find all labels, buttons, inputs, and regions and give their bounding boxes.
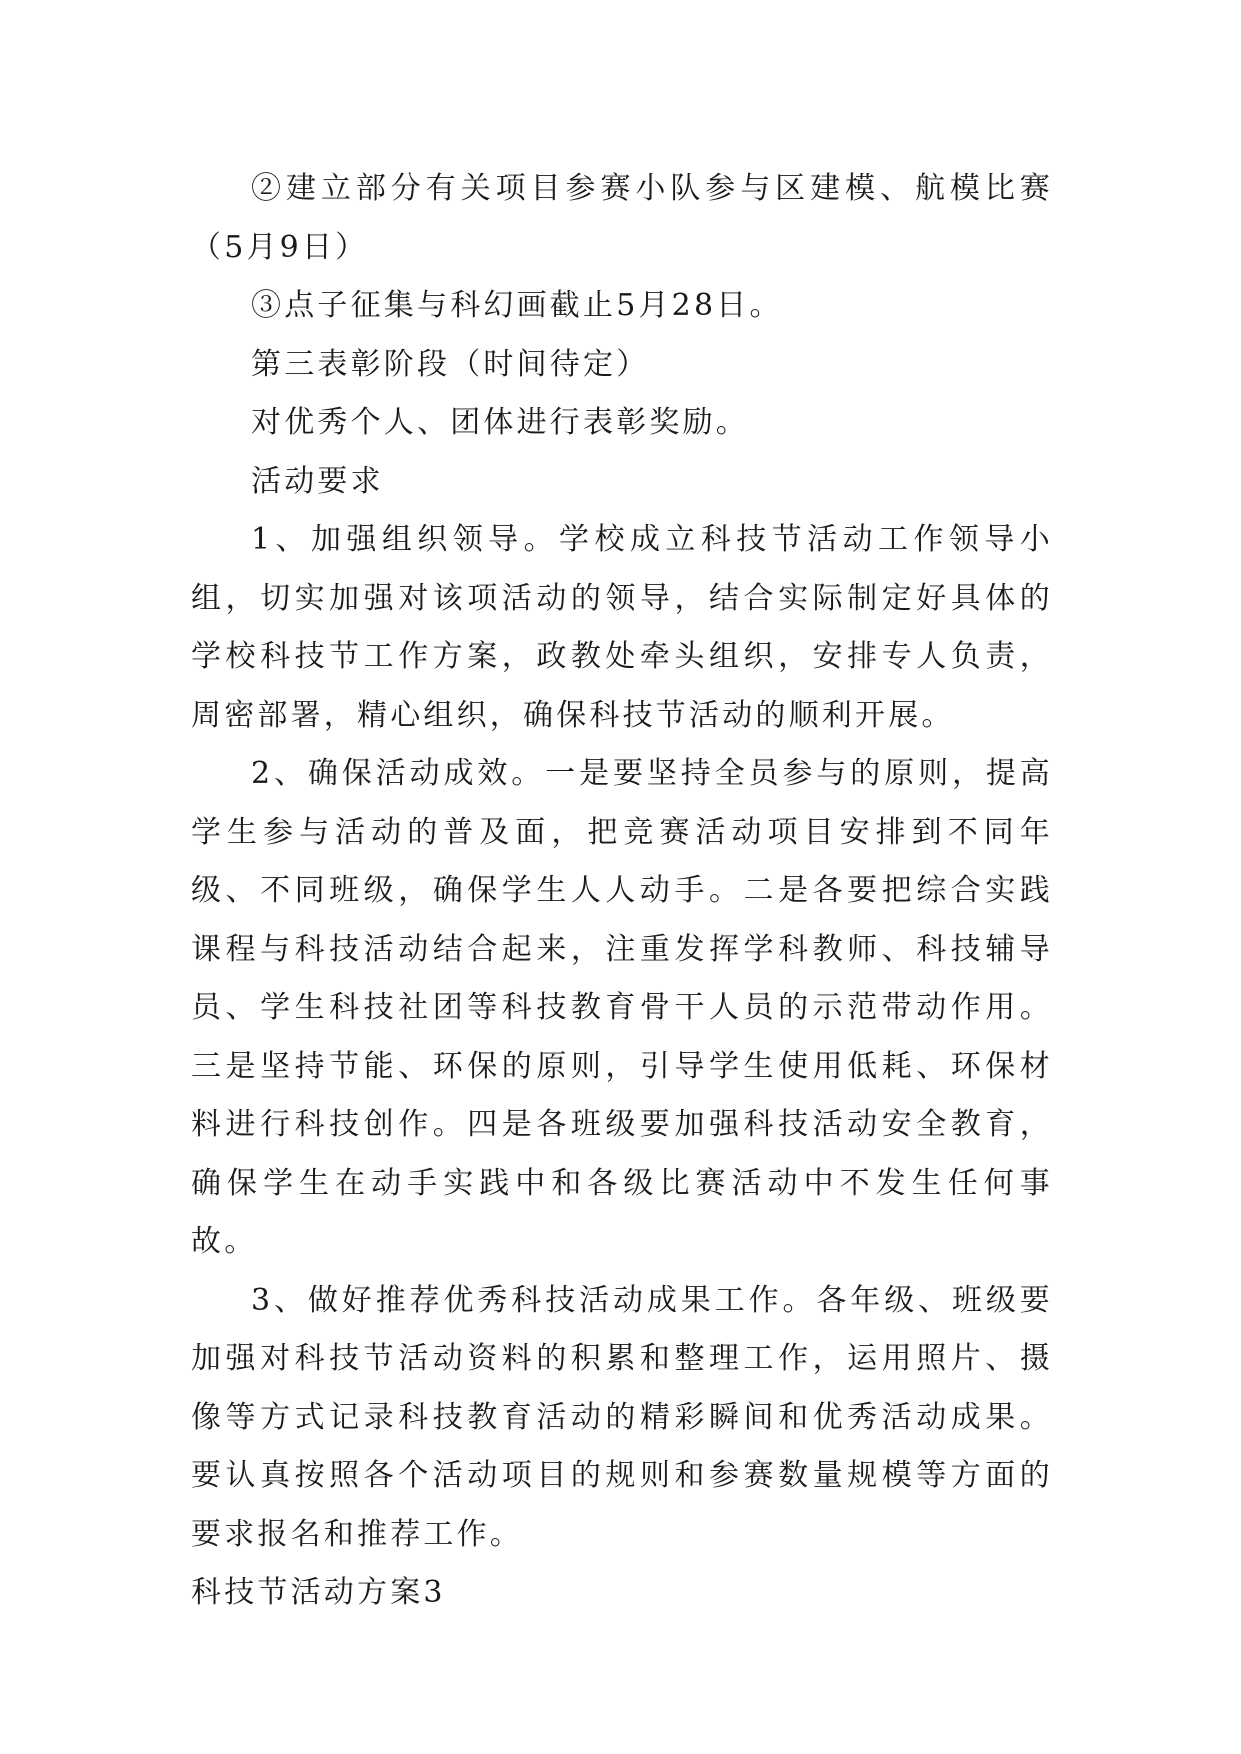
section-heading-requirements: 活动要求	[251, 463, 384, 499]
paragraph-stage-three-heading: 第三表彰阶段（时间待定）	[251, 346, 650, 382]
section-title-plan-3: 科技节活动方案3	[191, 1575, 446, 1610]
paragraph-requirement-1: 1、加强组织领导。学校成立科技节活动工作领导小组，切实加强对该项活动的领导，结合实际制定好具体的学校科技节工作方案，政教处牵头组织，安排专人负责，周密部署，精心组织，确保科技节活动的顺利开展。	[191, 522, 1053, 733]
paragraph-awards: 对优秀个人、团体进行表彰奖励。	[251, 405, 749, 440]
paragraph-requirement-2: 2、确保活动成效。一是要坚持全员参与的原则，提高学生参与活动的普及面，把竞赛活动项目安排到不同年级、不同班级，确保学生人人动手。二是各要把综合实践课程与科技活动结合起来，注重发挥学科教师、科技辅导员、学生科技社团等科技教育骨干人员的示范带动作用。三是坚持节能、环保的原则，引导学生使用低耗、环保材料进行科技创作。四是各班级要加强科技活动安全教育，确保学生在动手实践中和各级比赛活动中不发生任何事故。	[191, 756, 1053, 1259]
paragraph-deadline: ③点子征集与科幻画截止5月28日。	[251, 288, 783, 323]
paragraph-requirement-3: 3、做好推荐优秀科技活动成果工作。各年级、班级要加强对科技节活动资料的积累和整理工作，运用照片、摄像等方式记录科技教育活动的精彩瞬间和优秀活动成果。要认真按照各个活动项目的规则和参赛数量规模等方面的要求报名和推荐工作。	[191, 1282, 1053, 1552]
document-body	[191, 160, 1053, 1623]
paragraph-registration-teams: ②建立部分有关项目参赛小队参与区建模、航模比赛（5月9日）	[191, 171, 1053, 265]
